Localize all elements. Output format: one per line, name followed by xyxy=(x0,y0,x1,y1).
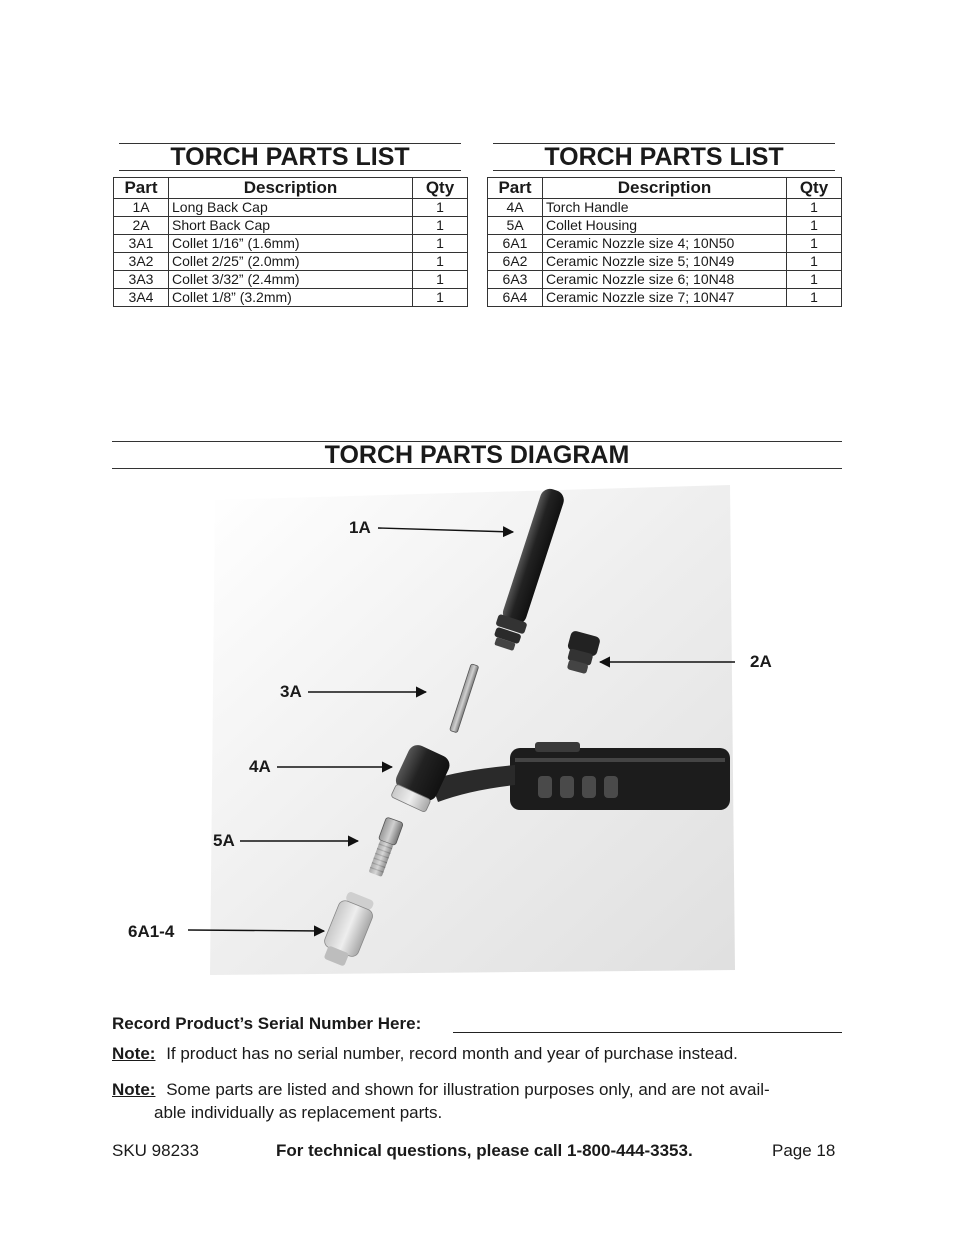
part-cell: 1A xyxy=(114,199,169,217)
col-part-header: Part xyxy=(114,178,169,199)
description-cell: Collet 1/16” (1.6mm) xyxy=(169,235,413,253)
table-row xyxy=(488,217,842,235)
table-row xyxy=(114,235,468,253)
part-cell: 6A1 xyxy=(488,235,543,253)
footer-tech-support: For technical questions, please call 1-800-444-3353. xyxy=(276,1141,693,1160)
qty-cell: 1 xyxy=(787,289,842,307)
footer-page-number: Page 18 xyxy=(772,1141,836,1160)
description-cell: Ceramic Nozzle size 4; 10N50 xyxy=(543,235,787,253)
part-cell: 6A4 xyxy=(488,289,543,307)
callout-1a: 1A xyxy=(349,518,371,537)
note-label: Note: xyxy=(112,1044,156,1063)
part-cell: 6A3 xyxy=(488,271,543,289)
description-cell: Ceramic Nozzle size 6; 10N48 xyxy=(543,271,787,289)
callout-6a: 6A1-4 xyxy=(128,922,175,941)
part-cell: 2A xyxy=(114,217,169,235)
callout-2a: 2A xyxy=(750,652,772,671)
description-cell: Ceramic Nozzle size 7; 10N47 xyxy=(543,289,787,307)
serial-number-label: Record Product’s Serial Number Here: xyxy=(112,1014,422,1033)
qty-cell: 1 xyxy=(413,289,468,307)
arrow-6a xyxy=(188,930,324,931)
part-cell: 3A4 xyxy=(114,289,169,307)
qty-cell: 1 xyxy=(787,235,842,253)
callout-3a: 3A xyxy=(280,682,302,701)
col-description-header: Description xyxy=(543,178,787,199)
diagram-title: TORCH PARTS DIAGRAM xyxy=(112,441,842,469)
table-header-row xyxy=(114,178,468,199)
part-cell: 5A xyxy=(488,217,543,235)
qty-cell: 1 xyxy=(413,271,468,289)
note-text: If product has no serial number, record month and year of purchase instead. xyxy=(166,1044,738,1063)
table-header-row xyxy=(488,178,842,199)
qty-cell: 1 xyxy=(413,253,468,271)
table-row xyxy=(488,199,842,217)
table-row xyxy=(114,217,468,235)
part-cell: 3A2 xyxy=(114,253,169,271)
description-cell: Collet 2/25” (2.0mm) xyxy=(169,253,413,271)
right-list-title: TORCH PARTS LIST xyxy=(493,143,835,171)
table-row xyxy=(488,271,842,289)
table-row xyxy=(488,289,842,307)
table-row xyxy=(114,271,468,289)
note-label: Note: xyxy=(112,1080,156,1099)
table-row xyxy=(488,253,842,271)
left-list-title: TORCH PARTS LIST xyxy=(119,143,461,171)
col-qty-header: Qty xyxy=(413,178,468,199)
qty-cell: 1 xyxy=(413,217,468,235)
part-cell: 3A3 xyxy=(114,271,169,289)
qty-cell: 1 xyxy=(413,235,468,253)
note-illustration xyxy=(112,1080,842,1100)
col-qty-header: Qty xyxy=(787,178,842,199)
note-illustration-continued: able individually as replacement parts. xyxy=(154,1103,443,1122)
qty-cell: 1 xyxy=(413,199,468,217)
table-row xyxy=(114,253,468,271)
qty-cell: 1 xyxy=(787,253,842,271)
table-row xyxy=(114,289,468,307)
note-serial xyxy=(112,1044,842,1064)
serial-number-blank[interactable] xyxy=(453,1032,842,1033)
serial-number-row xyxy=(112,1014,842,1034)
col-description-header: Description xyxy=(169,178,413,199)
description-cell: Long Back Cap xyxy=(169,199,413,217)
footer-sku: SKU 98233 xyxy=(112,1141,199,1160)
description-cell: Collet Housing xyxy=(543,217,787,235)
note-text: Some parts are listed and shown for illustration purposes only, and are not avail- xyxy=(166,1080,770,1099)
left-parts-table xyxy=(113,177,468,307)
description-cell: Torch Handle xyxy=(543,199,787,217)
description-cell: Collet 1/8” (3.2mm) xyxy=(169,289,413,307)
qty-cell: 1 xyxy=(787,199,842,217)
description-cell: Ceramic Nozzle size 5; 10N49 xyxy=(543,253,787,271)
table-row xyxy=(114,199,468,217)
qty-cell: 1 xyxy=(787,271,842,289)
part-cell: 6A2 xyxy=(488,253,543,271)
part-cell: 4A xyxy=(488,199,543,217)
callout-5a: 5A xyxy=(213,831,235,850)
callout-4a: 4A xyxy=(249,757,271,776)
table-row xyxy=(488,235,842,253)
qty-cell: 1 xyxy=(787,217,842,235)
right-parts-table xyxy=(487,177,842,307)
illustration-background xyxy=(210,485,735,975)
description-cell: Collet 3/32” (2.4mm) xyxy=(169,271,413,289)
torch-diagram-illustration xyxy=(120,480,760,980)
description-cell: Short Back Cap xyxy=(169,217,413,235)
col-part-header: Part xyxy=(488,178,543,199)
part-cell: 3A1 xyxy=(114,235,169,253)
